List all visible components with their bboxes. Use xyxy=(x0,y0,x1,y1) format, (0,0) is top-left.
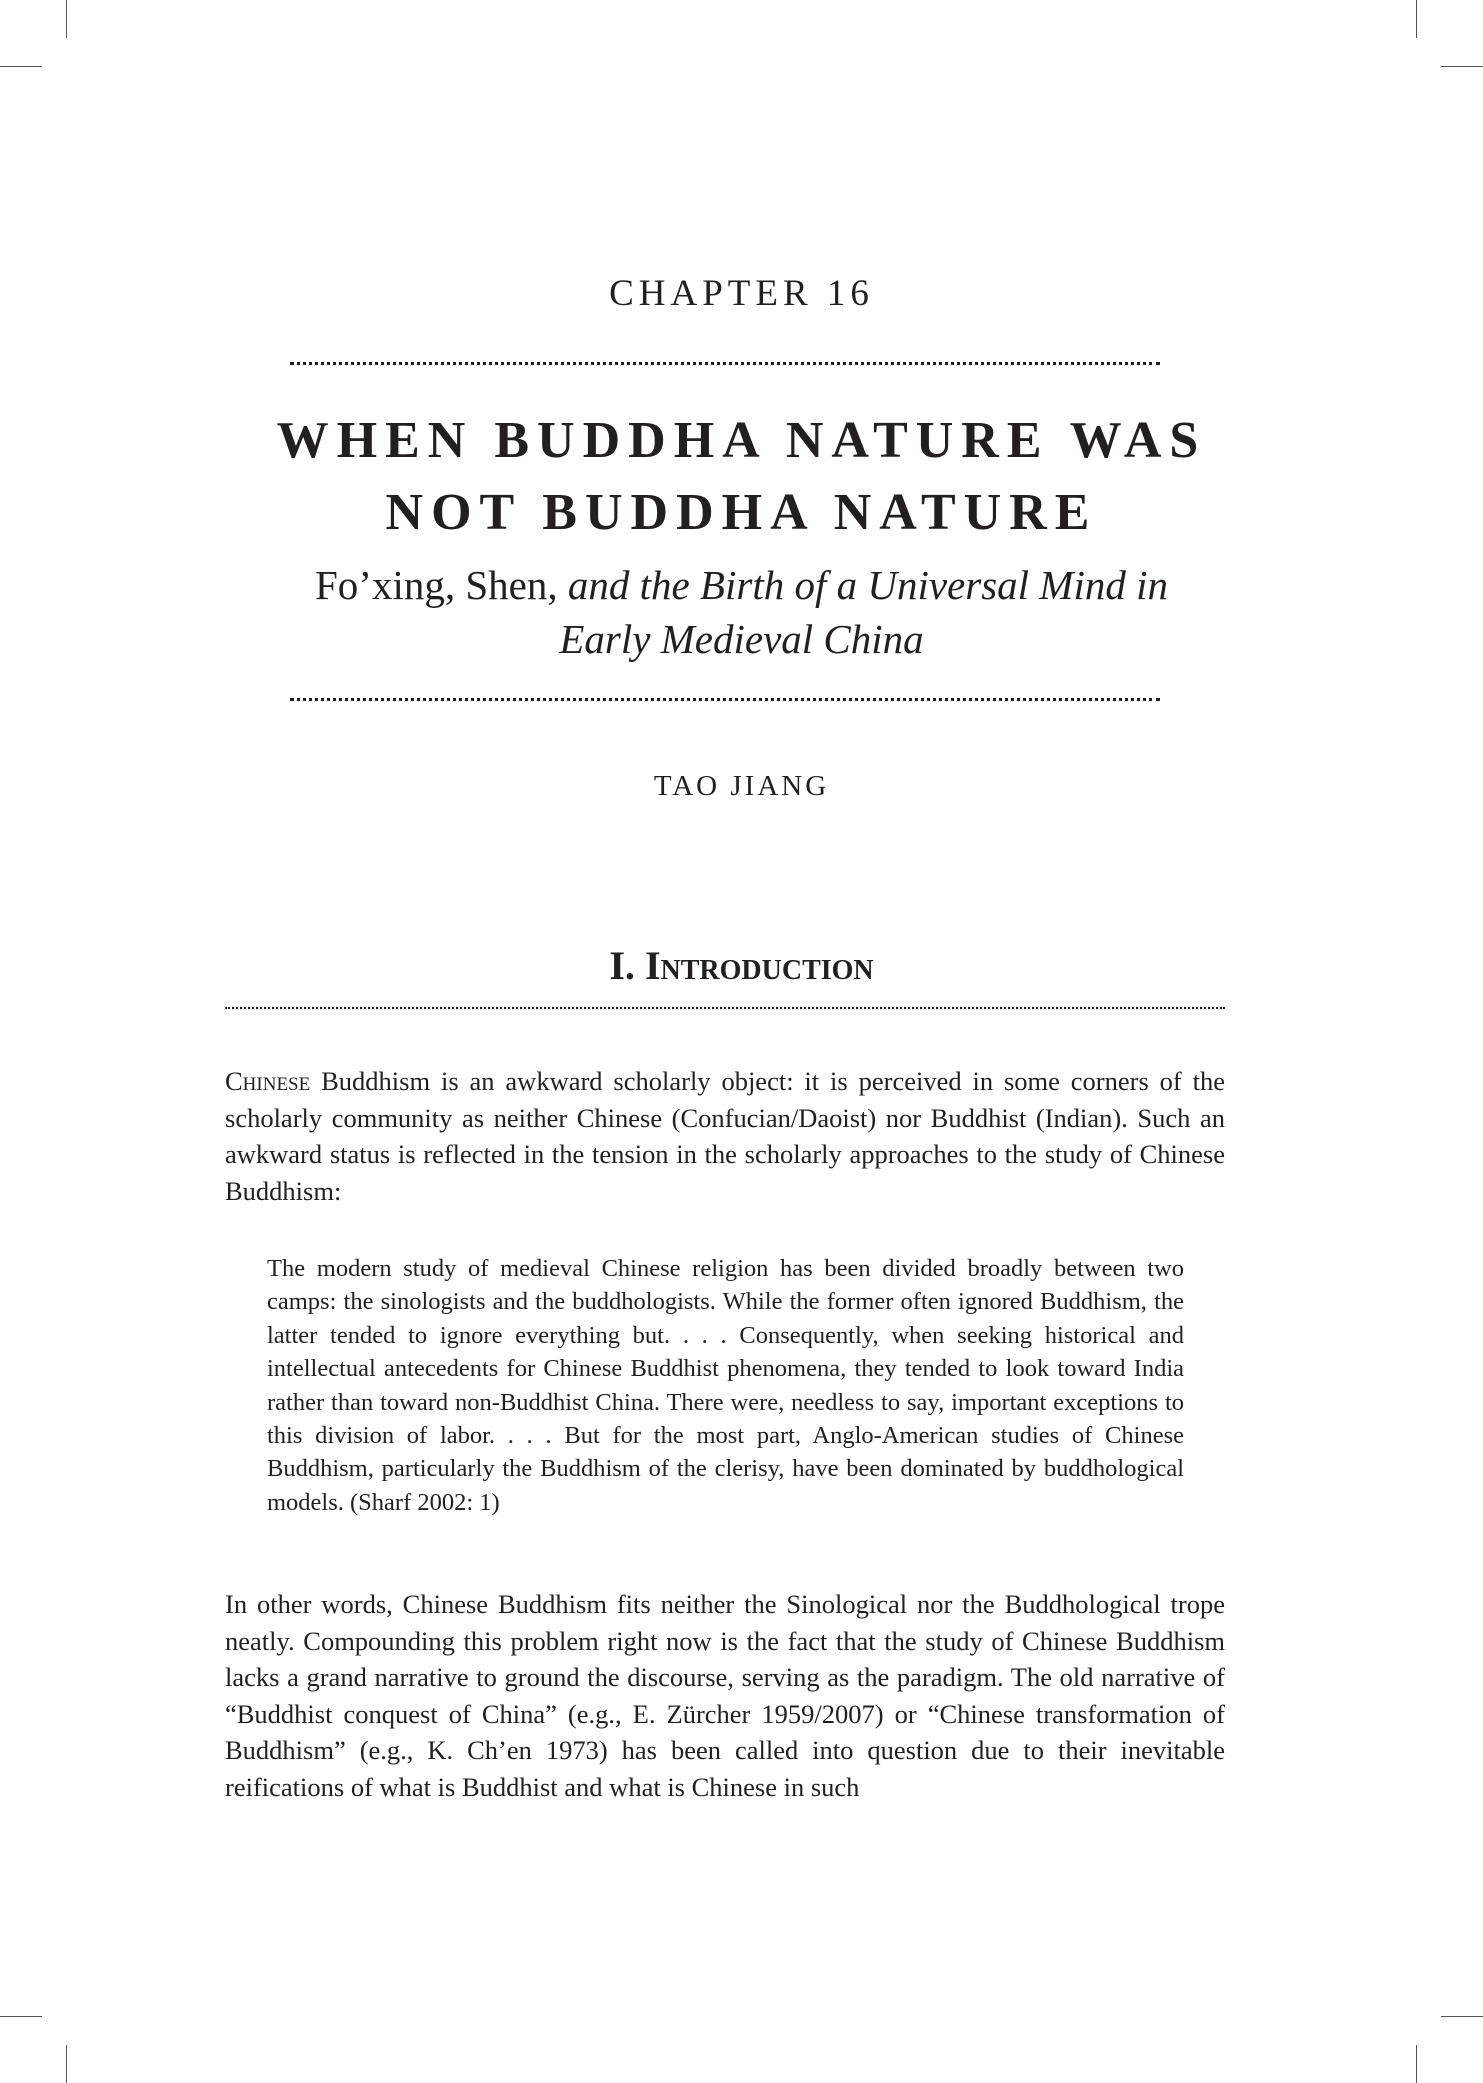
chapter-subtitle xyxy=(0,558,1483,666)
section-rule xyxy=(225,1007,1225,1009)
section-heading xyxy=(0,942,1483,989)
chapter-title-line-2: NOT BUDDHA NATURE xyxy=(385,484,1098,541)
paragraph-2: In other words, Chinese Buddhism fits neither the Sinological nor the Buddhological trope neatly. Compounding this problem right now is the fact that the study of Chinese Buddhism lacks a grand narrative to ground the discourse, serving as the paradigm. The old narrative of “Buddhist conquest of China” (e.g., E. Zürcher 1959/2007) or “Chinese transformation of Buddhism” (e.g., K. Ch’en 1973) has been called into question due to their inevitable reifications of what is Buddhist and what is Chinese in such xyxy=(225,1589,1225,1802)
paragraph-1 xyxy=(225,1063,1225,1209)
chapter-label: CHAPTER 16 xyxy=(609,273,874,314)
section-title: Introduction xyxy=(644,943,874,988)
paragraph-1-text: Buddhism is an awkward scholarly object: it is perceived in some corners of the scholarly community as neither Chinese (Confucian/Daoist) nor Buddhist (Indian). Such an awkward status is reflected in the tension in the scholarly approaches to the study of Chinese Buddhism: xyxy=(225,1066,1225,1206)
subtitle-italic: and the Birth of a Universal Mind in xyxy=(557,562,1168,608)
author-name: TAO JIANG xyxy=(653,770,830,802)
paragraph-1-lead: Chinese xyxy=(225,1066,311,1096)
chapter-rule-bottom xyxy=(290,698,1160,701)
block-quote: The modern study of medieval Chinese religion has been divided broadly between two camps: the sinologists and the buddhologists. While the former often ignored Buddhism, the latter tended to ignore everything but. . . . Consequently, when seeking historical and intellectual antecedents for Chinese Buddhist phenomena, they tended to look toward India rather than toward non-Buddhist China. There were, needless to say, important exceptions to this division of labor. . . . But for the most part, Anglo-American studies of Chinese Buddhism, particularly the Buddhism of the clerisy, have been dominated by buddhological models. (Sharf 2002: 1) xyxy=(267,1255,1184,1516)
section-number: I. xyxy=(609,943,635,988)
chapter-title-line-1: WHEN BUDDHA NATURE WAS xyxy=(276,412,1207,469)
subtitle-line-2: Early Medieval China xyxy=(559,616,924,662)
subtitle-roman: Fo’xing, Shen, xyxy=(314,562,558,608)
chapter-rule-top xyxy=(290,362,1160,365)
chapter-title xyxy=(0,405,1483,549)
